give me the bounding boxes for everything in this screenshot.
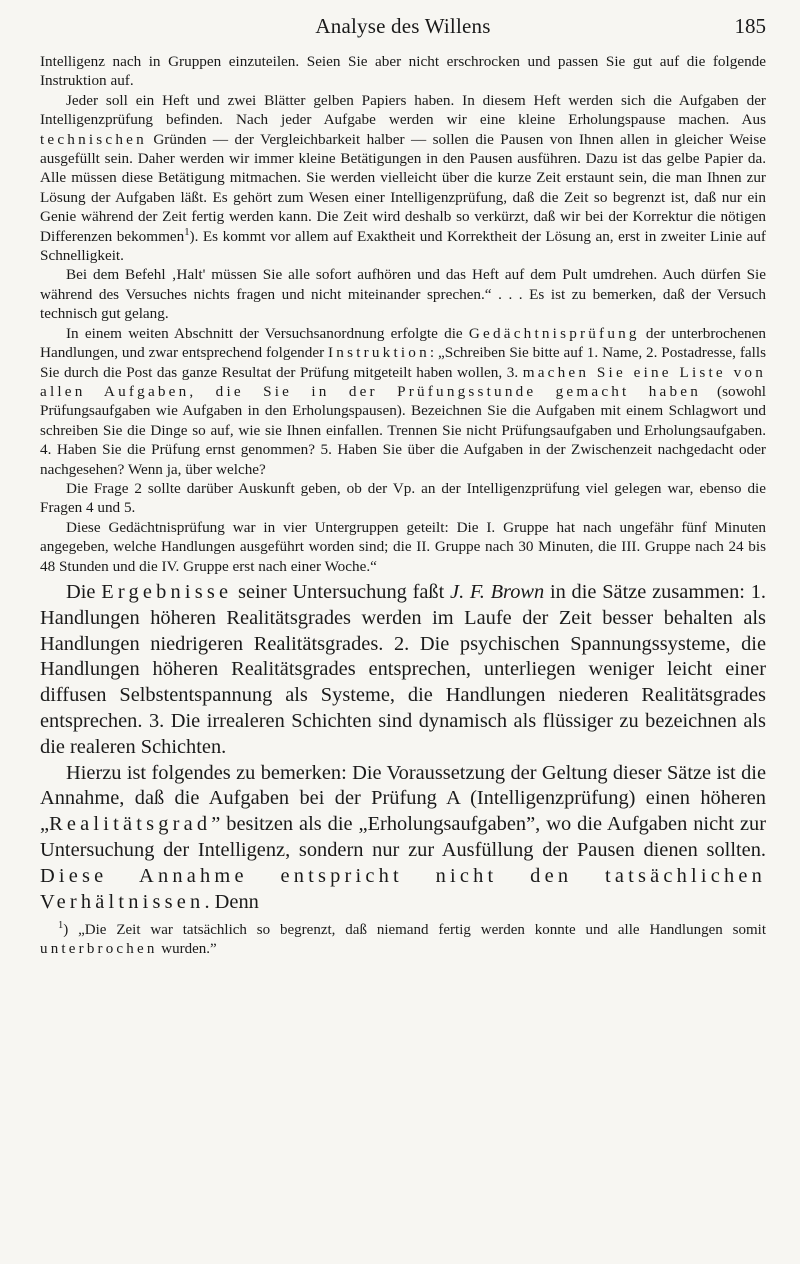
paragraph: Intelligenz nach in Gruppen einzuteilen. Seien Sie aber nicht erschrocken und passen Sie gut auf die folgende Instruktion auf. bbox=[40, 53, 766, 90]
paragraph: Hierzu ist folgendes zu bemerken: Die Voraussetzung der Geltung dieser Sätze ist die Annahme, daß die Aufgaben bei der Prüfung A (Intelligenzprüfung) einen höheren „Realitätsgrad” besitzen als die „Erholungsaufgaben”, wo die Aufgaben nicht zur Untersuchung der Intelligenz, sondern nur zur Ausfüllung der Pausen dienen sollten. Diese Annahme entspricht nicht den tatsächlichen Verhältnissen. Denn bbox=[40, 761, 766, 913]
footnote bbox=[40, 921, 766, 959]
paragraph: Die Ergebnisse seiner Untersuchung faßt J. F. Brown in die Sätze zusammen: 1. Handlungen höheren Realitätsgrades werden im Laufe der Zeit besser behalten als Handlungen niedrigeren Realitätsgrades. 2. Die psychischen Spannungssysteme, die Handlungen höheren Realitätsgrades entsprechen, unterliegen weniger leicht einer diffusen Selbstentspannung als Systeme, die Handlungen niederen Realitätsgrades entsprechen. 3. Die irrealeren Schichten sind dynamisch als flüssiger zu bezeichnen als die realeren Schichten. bbox=[40, 580, 766, 758]
spaced-emphasis: Realitätsgrad bbox=[49, 813, 212, 836]
running-title: Analyse des Willens bbox=[315, 14, 491, 38]
page-header bbox=[40, 14, 766, 52]
spaced-emphasis: unterbrochen bbox=[40, 941, 158, 958]
paragraph: Jeder soll ein Heft und zwei Blätter gelben Papiers haben. In diesem Heft werden sich die Aufgaben der Intelligenzprüfung befinden. Nach jeder Aufgabe werden wir eine kleine Erholungspause machen. Aus technischen Gründen — der Vergleichbarkeit halber — sollen die Pausen von Ihnen allen in gleicher Weise ausgefüllt sein. Daher werden wir immer kleine Betätigungen in den Pausen ausführen. Dazu ist das gelbe Papier da. Alle müssen diese Betätigung mitmachen. Sie werden vielleicht über die kurze Zeit erstaunt sein, die man Ihnen zur Lösung der Aufgaben läßt. Es gehört zum Wesen einer Intelligenzprüfung, daß die Zeit so begrenzt ist, daß nur ein Genie während der Zeit fertig werden kann. Die Zeit wird deshalb so verkürzt, daß wir bei der Korrektur die nötigen Differenzen bekommen$^1$). Es kommt vor allem auf Exaktheit und Korrektheit der Lösung an, erst in zweiter Linie auf Schnelligkeit. bbox=[40, 91, 766, 265]
page-number: 185 bbox=[734, 14, 766, 38]
paragraph: In einem weiten Abschnitt der Versuchsanordnung erfolgte die Gedächtnisprüfung der unterbrochenen Handlungen, und zwar entsprechend folgender Instruktion: „Schreiben Sie bitte auf 1. Name, 2. Postadresse, falls Sie durch die Post das ganze Resultat der Prüfung mitgeteilt haben wollen, 3. machen Sie eine Liste von allen Aufgaben, die Sie in der Prüfungsstunde gemacht haben (sowohl Prüfungsaufgaben wie Aufgaben in den Erholungspausen). Bezeichnen Sie die Aufgaben mit einem Schlagwort und schreiben Sie die Dinge so auf, wie sie Ihnen einfallen. Trennen Sie nicht Prüfungsaufgaben und Erholungsaufgaben. 4. Haben Sie die Prüfung ernst genommen? 5. Haben Sie über die Aufgaben in der Zwischenzeit nachgedacht oder nachgesehen? Wenn ja, über welche? bbox=[40, 324, 767, 478]
main-text-block bbox=[40, 580, 766, 915]
quoted-instruction-block bbox=[40, 52, 766, 576]
footnote-reference[interactable]: 1 bbox=[184, 226, 190, 238]
spaced-emphasis: Gedächtnisprüfung bbox=[468, 324, 640, 342]
paragraph: Die Frage 2 sollte darüber Auskunft geben, ob der Vp. an der Intelligenzprüfung viel gelegen war, ebenso die Fragen 4 und 5. bbox=[40, 479, 766, 517]
spaced-emphasis: Ergebnisse bbox=[101, 580, 233, 603]
paragraph: Bei dem Befehl ‚Halt' müssen Sie alle sofort aufhören und das Heft auf dem Pult umdrehen. Auch dürfen Sie während des Versuches nichts fragen und nicht miteinander sprechen.“ . . . Es ist zu bemerken, daß der Versuch technisch gut gelang. bbox=[40, 266, 766, 323]
author-name: J. F. Brown bbox=[450, 580, 545, 603]
paragraph: Diese Gedächtnisprüfung war in vier Untergruppen geteilt: Die I. Gruppe hat nach ungefähr fünf Minuten angegeben, welche Handlungen ausgeführt worden sind; die II. Gruppe nach 30 Minuten, die III. Gruppe nach 24 bis 48 Stunden und die IV. Gruppe erst nach einer Woche.“ bbox=[40, 518, 766, 575]
spaced-emphasis: technischen bbox=[40, 130, 147, 148]
spaced-emphasis: machen Sie eine Liste von allen Aufgaben, die Sie in der Prüfungsstunde gemacht haben bbox=[40, 363, 767, 400]
book-page bbox=[40, 14, 766, 959]
footnote-marker: 1 bbox=[58, 920, 64, 932]
footnote-text: $^1$) „Die Zeit war tatsächlich so begrenzt, daß niemand fertig werden konnte und alle Handlungen somit unterbrochen wurden.” bbox=[40, 920, 766, 958]
spaced-emphasis: Diese Annahme entspricht nicht den tatsächlichen Verhältnissen bbox=[40, 864, 766, 913]
spaced-emphasis: Instruktion bbox=[328, 344, 430, 362]
